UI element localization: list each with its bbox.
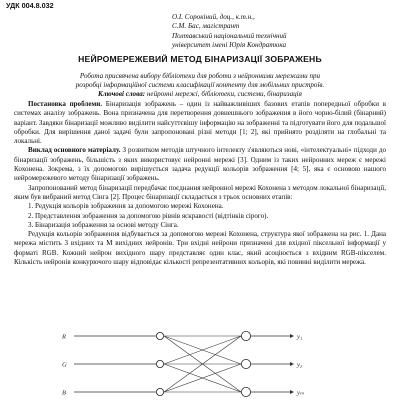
paragraph-text: З розвитком методів штучного інтелекту з'являються нові, «інтелектуальні» підходи до бінаризації зображень, більшість з яких використовує нейронні мережі [3]. Одним із таких нейронних мереж є мережі Кохонена. Зокрема, з їх допомогою вирішується задача редукції кольорів зображення [4; 5], яка є основою нашого нейромережевого методу бінаризації зображень. bbox=[14, 146, 386, 183]
input-neuron bbox=[156, 360, 163, 367]
input-neuron bbox=[156, 388, 163, 395]
arrow-icon bbox=[290, 362, 294, 366]
abstract-line: Робота присвячена вибору бібліотеки для роботи з нейронними мережами при bbox=[79, 72, 321, 80]
output-neuron bbox=[241, 331, 250, 340]
list-item: 1. Редукція кольорів зображення за допомогою мережі Кохонена. bbox=[28, 202, 224, 211]
paragraph-reduction: Редукція кольорів зображення відбувається за допомогою мережі Кохонена, структура якої зображена на рис. 1. Дана мережа містить 3 вхідних та M вихідних нейронів. Три вхідні нейрони призначені для вхідної піксельної інформації у форматі RGB. Кожний нейрон вихідного шару представляє один клас, який асоціюється з вхідним RGB-пікселем. Кількість нейронів конкурючого шару відповідає кількості репрезентативних кольорів, які повинні виділити мережа. bbox=[14, 230, 386, 267]
steps-list bbox=[14, 202, 386, 230]
paragraph-method: Запропонований метод бінаризації передбачає поєднання нейронної мережі Кохонена з методом локальної бінаризації, яким був вибраний метод Сінга [2]. Процес бінаризації складається з трьох основних етапів: bbox=[14, 183, 386, 201]
kohonen-network-figure bbox=[40, 322, 360, 400]
abstract bbox=[16, 72, 384, 99]
keywords-text: нейронні мережі, бібліотеки, системи, бінаризація bbox=[145, 90, 302, 98]
input-label: R bbox=[62, 333, 66, 341]
output-neuron bbox=[241, 387, 250, 396]
arrow-icon bbox=[290, 334, 294, 338]
output-label: y₂ bbox=[297, 361, 303, 369]
author-block bbox=[172, 13, 382, 51]
output-label: yₘ bbox=[297, 389, 304, 397]
input-label: G bbox=[62, 361, 67, 369]
arrow-icon bbox=[290, 390, 294, 394]
paragraph-text: Бінаризація зображень – один із найважливіших базових етапів попередньої обробки в системах аналізу зображень. Вона призначена для перетворення довнешнього зображення в його чорно-білий (бінарний) варіант. Завдяки бінаризації можливо виділити найсуттєвішу інформацію на зображенні та підготувати його для подальшої обробки. Для вирішення даної задачі були запропоновані різні методи [1; 2], які прийнято розділяти на глобальні та локальні. bbox=[14, 100, 386, 146]
output-label: y₁ bbox=[297, 333, 303, 341]
list-item: 2. Представлення зображення за допомогою рівнів яскравості (відтінків сірого). bbox=[28, 211, 269, 220]
paragraph-main bbox=[14, 146, 386, 183]
author-line: С.М. Бас, магістрант bbox=[172, 22, 240, 31]
author-line: О.І. Сорокіний, доц., к.т.н., bbox=[172, 13, 255, 21]
list-item: 3. Бінаризація зображення за основі методу Сінга. bbox=[28, 220, 179, 229]
keywords-label: Ключові слова: bbox=[98, 90, 146, 98]
input-neuron bbox=[156, 332, 163, 339]
paragraph-heading: Виклад основного матеріалу. bbox=[28, 146, 121, 155]
output-neuron bbox=[241, 359, 250, 368]
affiliation-line: Полтавський національний технічний bbox=[172, 31, 287, 40]
affiliation-line: університет імені Юрія Кондратюка bbox=[172, 41, 287, 50]
keywords bbox=[16, 90, 384, 99]
paper-title: НЕЙРОМЕРЕЖЕВИЙ МЕТОД БІНАРИЗАЦІЇ ЗОБРАЖЕНЬ bbox=[78, 54, 322, 64]
udk-code: УДК 004.8.032 bbox=[6, 1, 54, 10]
paragraph-problem bbox=[14, 100, 386, 146]
abstract-line: розробці інформаційної системи класифікації контенту для мобільних пристроїв. bbox=[75, 81, 325, 89]
paper-body bbox=[14, 100, 386, 267]
input-label: B bbox=[62, 389, 66, 397]
network-diagram bbox=[40, 322, 360, 400]
paragraph-heading: Постановка проблеми. bbox=[28, 100, 103, 108]
